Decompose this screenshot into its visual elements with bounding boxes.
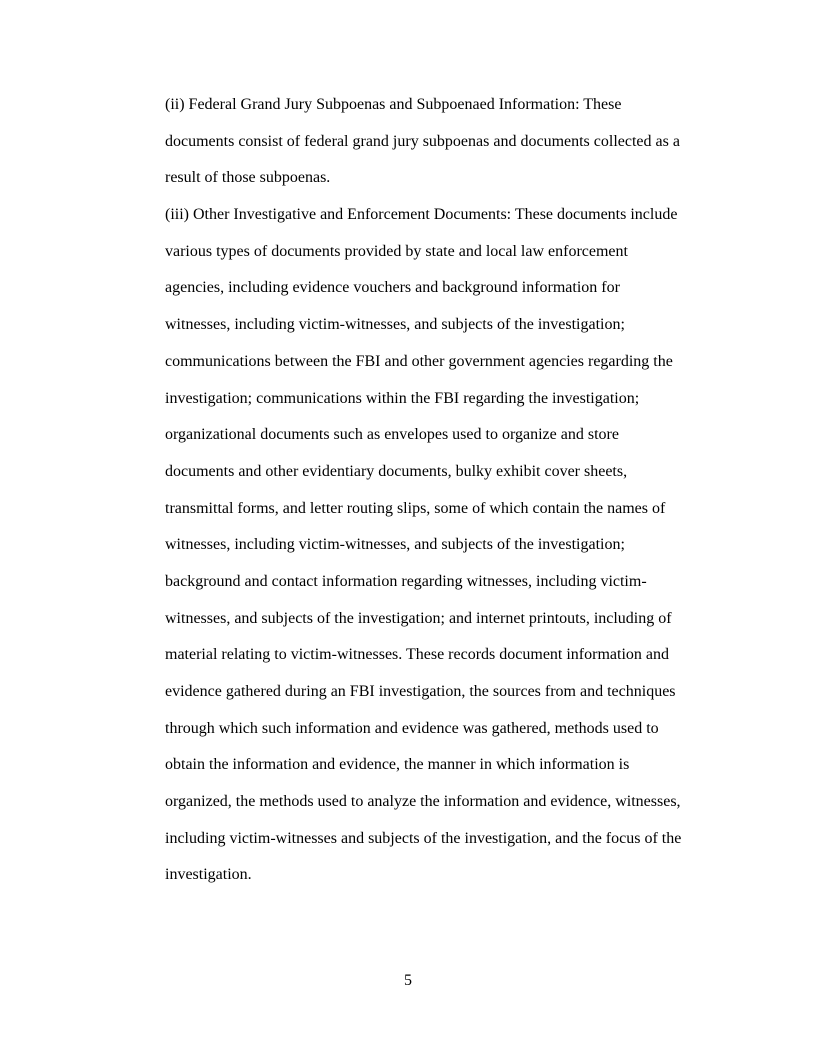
page-number: 5: [404, 972, 412, 989]
text-line: material relating to victim-witnesses. These records document information and: [165, 646, 669, 664]
text-line: (ii) Federal Grand Jury Subpoenas and Subpoenaed Information: These: [165, 96, 622, 113]
text-line: witnesses, and subjects of the investigation; and internet printouts, including of: [165, 609, 672, 627]
text-line: evidence gathered during an FBI investigation, the sources from and techniques: [165, 683, 676, 700]
text-line: organized, the methods used to analyze the information and evidence, witnesses,: [165, 793, 681, 811]
body-text: [165, 94, 725, 901]
text-line: (iii) Other Investigative and Enforcement Documents: These documents include: [165, 206, 678, 224]
text-line: documents consist of federal grand jury subpoenas and documents collected as a: [165, 132, 680, 150]
text-line: result of those subpoenas.: [165, 169, 331, 187]
text-line: communications between the FBI and other government agencies regarding the: [165, 352, 673, 370]
text-line: various types of documents provided by state and local law enforcement: [165, 242, 628, 260]
text-line: through which such information and evidence was gathered, methods used to: [165, 719, 659, 737]
text-line: agencies, including evidence vouchers and background information for: [165, 279, 620, 297]
text-line: witnesses, including victim-witnesses, and subjects of the investigation;: [165, 316, 625, 334]
text-line: transmittal forms, and letter routing slips, some of which contain the names of: [165, 499, 666, 517]
text-line: obtain the information and evidence, the manner in which information is: [165, 756, 630, 774]
text-line: witnesses, including victim-witnesses, and subjects of the investigation;: [165, 536, 625, 554]
text-line: investigation.: [165, 866, 252, 884]
text-line: documents and other evidentiary documents, bulky exhibit cover sheets,: [165, 462, 628, 480]
text-line: including victim-witnesses and subjects of the investigation, and the focus of the: [165, 829, 682, 847]
text-line: background and contact information regarding witnesses, including victim-: [165, 572, 647, 590]
text-line: investigation; communications within the FBI regarding the investigation;: [165, 389, 640, 407]
text-line: organizational documents such as envelopes used to organize and store: [165, 426, 619, 444]
